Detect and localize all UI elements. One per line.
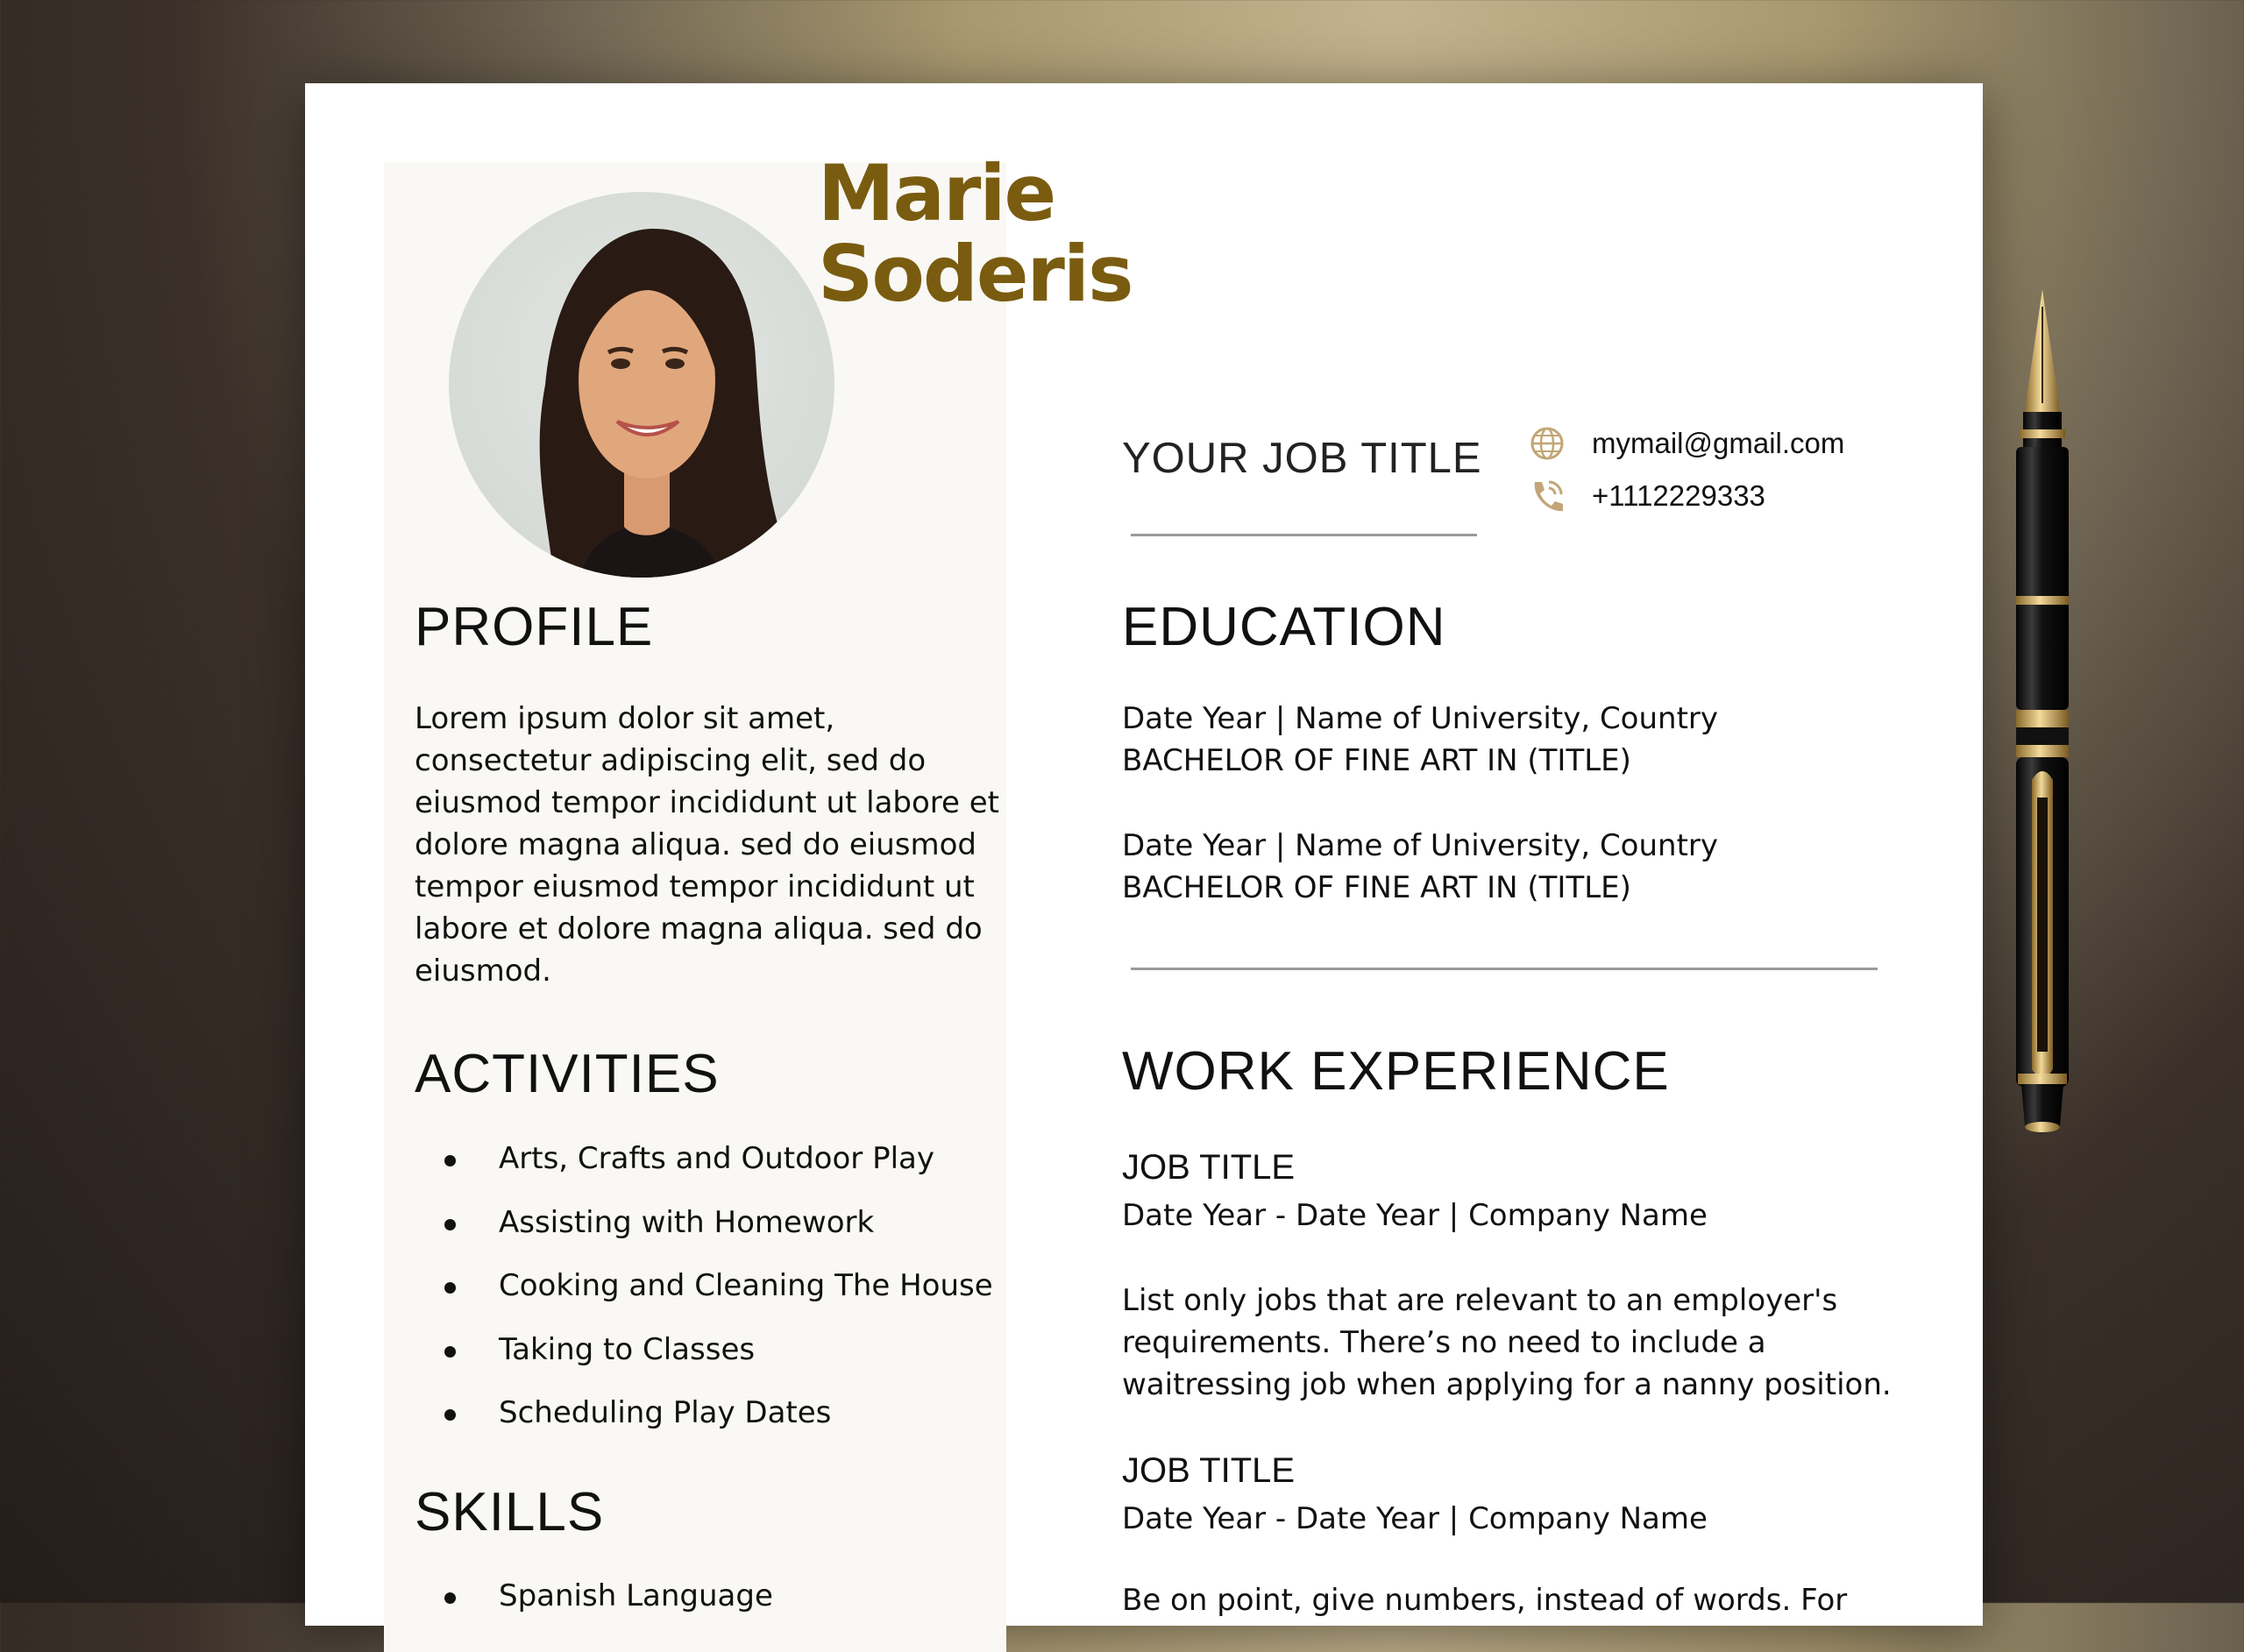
work-desc-line: requirements. There’s no need to include a: [1122, 1325, 1766, 1360]
profile-line: eiusmod tempor incididunt ut labore et: [415, 785, 1000, 820]
contact-phone[interactable]: [1527, 476, 1765, 516]
education-divider: [1131, 968, 1878, 970]
work-job-title: JOB TITLE: [1122, 1451, 1296, 1490]
work-dates-text: Date Year - Date Year | Company Name: [1122, 1501, 1708, 1536]
candidate-last-name: Soderis: [818, 229, 1133, 319]
work-heading: WORK EXPERIENCE: [1122, 1041, 1670, 1102]
education-entry: [1122, 825, 1718, 909]
profile-line: tempor eiusmod tempor incididunt ut: [415, 869, 975, 904]
fountain-pen-image: [1990, 280, 2095, 1327]
contact-email[interactable]: [1527, 423, 1844, 464]
profile-line: eiusmod.: [415, 954, 551, 989]
list-item: Taking to Classes: [415, 1329, 993, 1393]
job-title: YOUR JOB TITLE: [1122, 435, 1482, 482]
list-item: Cooking and Cleaning The House: [415, 1265, 993, 1329]
email-text: mymail@gmail.com: [1592, 427, 1845, 459]
list-item: Arts, Crafts and Outdoor Play: [415, 1138, 993, 1202]
work-dates-text: Date Year - Date Year | Company Name: [1122, 1198, 1708, 1233]
activities-heading: ACTIVITIES: [415, 1044, 720, 1104]
activities-list: [415, 1138, 993, 1456]
work-job-title: JOB TITLE: [1122, 1148, 1296, 1187]
education-degree: BACHELOR OF FINE ART IN (TITLE): [1122, 743, 1631, 778]
profile-line: Lorem ipsum dolor sit amet,: [415, 701, 835, 736]
profile-line: consectetur adipiscing elit, sed do: [415, 743, 927, 778]
list-item: Assisting with Homework: [415, 1202, 993, 1266]
education-degree: BACHELOR OF FINE ART IN (TITLE): [1122, 870, 1631, 905]
work-dates: [1122, 1498, 1708, 1540]
work-desc-line: waitressing job when applying for a nanny position.: [1122, 1367, 1892, 1402]
skills-heading: SKILLS: [415, 1482, 605, 1542]
candidate-first-name: Marie: [818, 148, 1055, 238]
work-dates: [1122, 1195, 1708, 1237]
education-line: Date Year | Name of University, Country: [1122, 701, 1719, 736]
profile-line: dolore magna aliqua. sed do eiusmod: [415, 827, 976, 862]
education-heading: EDUCATION: [1122, 597, 1446, 657]
globe-icon: [1527, 423, 1567, 464]
education-line: Date Year | Name of University, Country: [1122, 828, 1719, 863]
list-item: Scheduling Play Dates: [415, 1392, 993, 1456]
work-description: [1122, 1280, 1892, 1406]
candidate-name: [818, 148, 1133, 319]
work-desc-line: List only jobs that are relevant to an employer's: [1122, 1283, 1838, 1318]
phone-text: +1112229333: [1592, 479, 1765, 512]
profile-line: labore et dolore magna aliqua. sed do: [415, 911, 983, 947]
header-divider: [1131, 534, 1477, 536]
phone-icon: [1527, 476, 1567, 516]
work-desc-line: Be on point, give numbers, instead of words. For: [1122, 1583, 1848, 1618]
profile-photo: [449, 192, 834, 578]
skills-list: [415, 1575, 773, 1639]
education-entry: [1122, 698, 1718, 782]
profile-text: [415, 698, 999, 992]
work-description: [1122, 1579, 1847, 1621]
profile-heading: PROFILE: [415, 597, 654, 657]
list-item: Spanish Language: [415, 1575, 773, 1639]
